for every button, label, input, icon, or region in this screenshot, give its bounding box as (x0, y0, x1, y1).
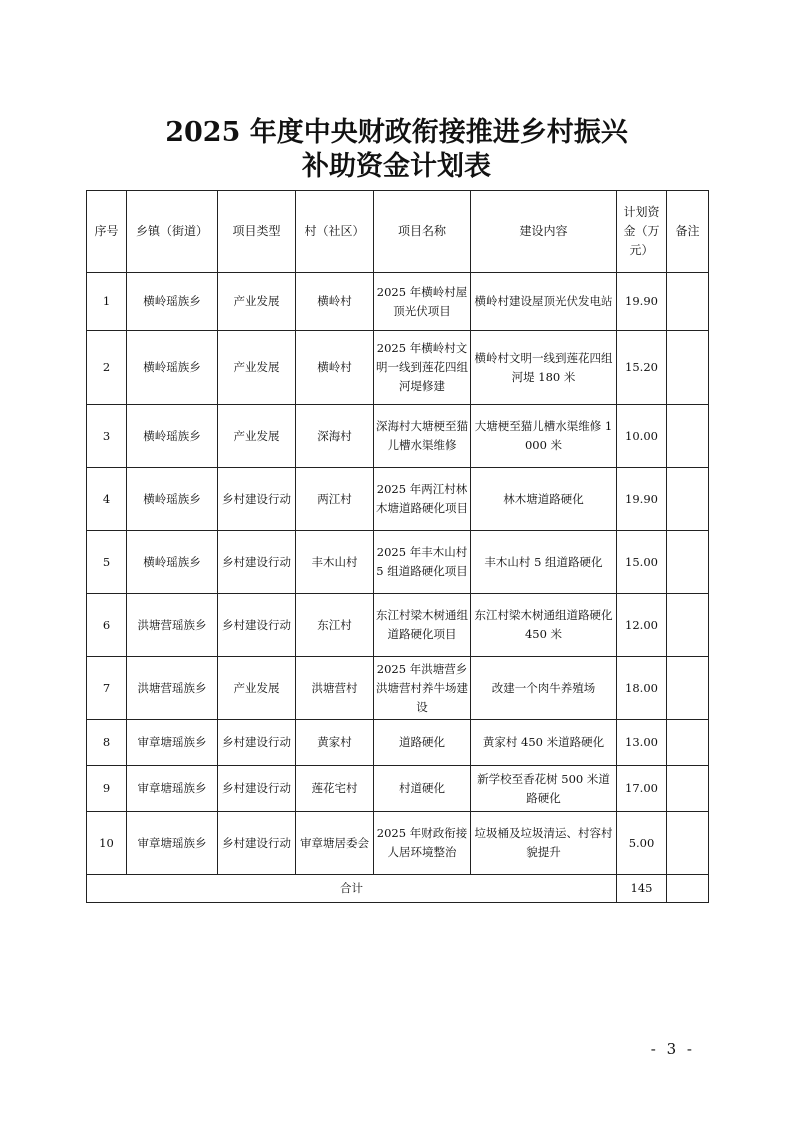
total-remarks (667, 875, 709, 903)
table-row (87, 766, 709, 812)
cell-type: 产业发展 (218, 273, 296, 331)
cell-remarks (667, 531, 709, 594)
cell-type: 乡村建设行动 (218, 812, 296, 875)
cell-content: 横岭村文明一线到莲花四组河堤 180 米 (471, 331, 617, 405)
cell-seq: 5 (87, 531, 127, 594)
cell-seq: 3 (87, 405, 127, 468)
cell-content: 垃圾桶及垃圾清运、村容村貌提升 (471, 812, 617, 875)
header-type: 项目类型 (218, 191, 296, 273)
funding-plan-table (86, 190, 709, 903)
header-name: 项目名称 (374, 191, 471, 273)
cell-remarks (667, 405, 709, 468)
cell-content: 新学校至香花树 500 米道路硬化 (471, 766, 617, 812)
cell-name: 2025 年横岭村屋顶光伏项目 (374, 273, 471, 331)
table-total-row (87, 875, 709, 903)
cell-content: 丰木山村 5 组道路硬化 (471, 531, 617, 594)
cell-type: 产业发展 (218, 331, 296, 405)
cell-remarks (667, 331, 709, 405)
cell-remarks (667, 766, 709, 812)
cell-village: 两江村 (296, 468, 374, 531)
cell-name: 东江村梁木树通组道路硬化项目 (374, 594, 471, 657)
cell-village: 洪塘营村 (296, 657, 374, 720)
cell-remarks (667, 594, 709, 657)
cell-name: 2025 年丰木山村 5 组道路硬化项目 (374, 531, 471, 594)
cell-seq: 1 (87, 273, 127, 331)
cell-name: 2025 年洪塘营乡洪塘营村养牛场建设 (374, 657, 471, 720)
cell-township: 审章塘瑶族乡 (127, 812, 218, 875)
cell-funds: 10.00 (617, 405, 667, 468)
cell-type: 产业发展 (218, 405, 296, 468)
table-row (87, 405, 709, 468)
cell-funds: 19.90 (617, 273, 667, 331)
table-row (87, 812, 709, 875)
cell-township: 横岭瑶族乡 (127, 405, 218, 468)
header-funds: 计划资金（万元） (617, 191, 667, 273)
cell-funds: 15.00 (617, 531, 667, 594)
table-row (87, 657, 709, 720)
table-row (87, 273, 709, 331)
cell-seq: 4 (87, 468, 127, 531)
cell-township: 横岭瑶族乡 (127, 331, 218, 405)
cell-seq: 7 (87, 657, 127, 720)
cell-funds: 19.90 (617, 468, 667, 531)
cell-type: 乡村建设行动 (218, 720, 296, 766)
title-line-2: 补助资金计划表 (302, 151, 491, 182)
cell-content: 东江村梁木树通组道路硬化 450 米 (471, 594, 617, 657)
cell-remarks (667, 657, 709, 720)
cell-content: 林木塘道路硬化 (471, 468, 617, 531)
cell-type: 产业发展 (218, 657, 296, 720)
cell-village: 黄家村 (296, 720, 374, 766)
cell-funds: 17.00 (617, 766, 667, 812)
cell-township: 横岭瑶族乡 (127, 468, 218, 531)
cell-village: 东江村 (296, 594, 374, 657)
cell-name: 道路硬化 (374, 720, 471, 766)
cell-type: 乡村建设行动 (218, 594, 296, 657)
cell-remarks (667, 720, 709, 766)
cell-content: 横岭村建设屋顶光伏发电站 (471, 273, 617, 331)
cell-township: 横岭瑶族乡 (127, 531, 218, 594)
cell-township: 洪塘营瑶族乡 (127, 594, 218, 657)
cell-village: 横岭村 (296, 273, 374, 331)
cell-township: 洪塘营瑶族乡 (127, 657, 218, 720)
cell-funds: 15.20 (617, 331, 667, 405)
cell-name: 2025 年横岭村文明一线到莲花四组河堤修建 (374, 331, 471, 405)
header-village: 村（社区） (296, 191, 374, 273)
cell-funds: 18.00 (617, 657, 667, 720)
cell-name: 2025 年两江村林木塘道路硬化项目 (374, 468, 471, 531)
cell-name: 2025 年财政衔接人居环境整治 (374, 812, 471, 875)
cell-funds: 12.00 (617, 594, 667, 657)
cell-name: 村道硬化 (374, 766, 471, 812)
title-line-1: 2025 年度中央财政衔接推进乡村振兴 (165, 117, 628, 148)
cell-village: 深海村 (296, 405, 374, 468)
cell-village: 莲花宅村 (296, 766, 374, 812)
cell-village: 审章塘居委会 (296, 812, 374, 875)
cell-seq: 10 (87, 812, 127, 875)
cell-type: 乡村建设行动 (218, 468, 296, 531)
table-header-row (87, 191, 709, 273)
cell-content: 大塘梗至猫儿槽水渠维修 1000 米 (471, 405, 617, 468)
table-row (87, 331, 709, 405)
table-row (87, 720, 709, 766)
document-title (0, 116, 793, 184)
table-row (87, 531, 709, 594)
cell-name: 深海村大塘梗至猫儿槽水渠维修 (374, 405, 471, 468)
cell-village: 横岭村 (296, 331, 374, 405)
cell-type: 乡村建设行动 (218, 766, 296, 812)
table-row (87, 594, 709, 657)
cell-type: 乡村建设行动 (218, 531, 296, 594)
cell-seq: 8 (87, 720, 127, 766)
cell-funds: 5.00 (617, 812, 667, 875)
cell-content: 改建一个肉牛养殖场 (471, 657, 617, 720)
cell-seq: 2 (87, 331, 127, 405)
cell-content: 黄家村 450 米道路硬化 (471, 720, 617, 766)
cell-remarks (667, 273, 709, 331)
header-seq: 序号 (87, 191, 127, 273)
cell-township: 横岭瑶族乡 (127, 273, 218, 331)
total-label: 合计 (87, 875, 617, 903)
cell-remarks (667, 468, 709, 531)
cell-village: 丰木山村 (296, 531, 374, 594)
cell-funds: 13.00 (617, 720, 667, 766)
header-remarks: 备注 (667, 191, 709, 273)
page-number: - 3 - (650, 1040, 695, 1058)
cell-remarks (667, 812, 709, 875)
total-funds: 145 (617, 875, 667, 903)
table-row (87, 468, 709, 531)
cell-seq: 9 (87, 766, 127, 812)
header-township: 乡镇（街道） (127, 191, 218, 273)
cell-township: 审章塘瑶族乡 (127, 720, 218, 766)
cell-township: 审章塘瑶族乡 (127, 766, 218, 812)
cell-seq: 6 (87, 594, 127, 657)
header-content: 建设内容 (471, 191, 617, 273)
